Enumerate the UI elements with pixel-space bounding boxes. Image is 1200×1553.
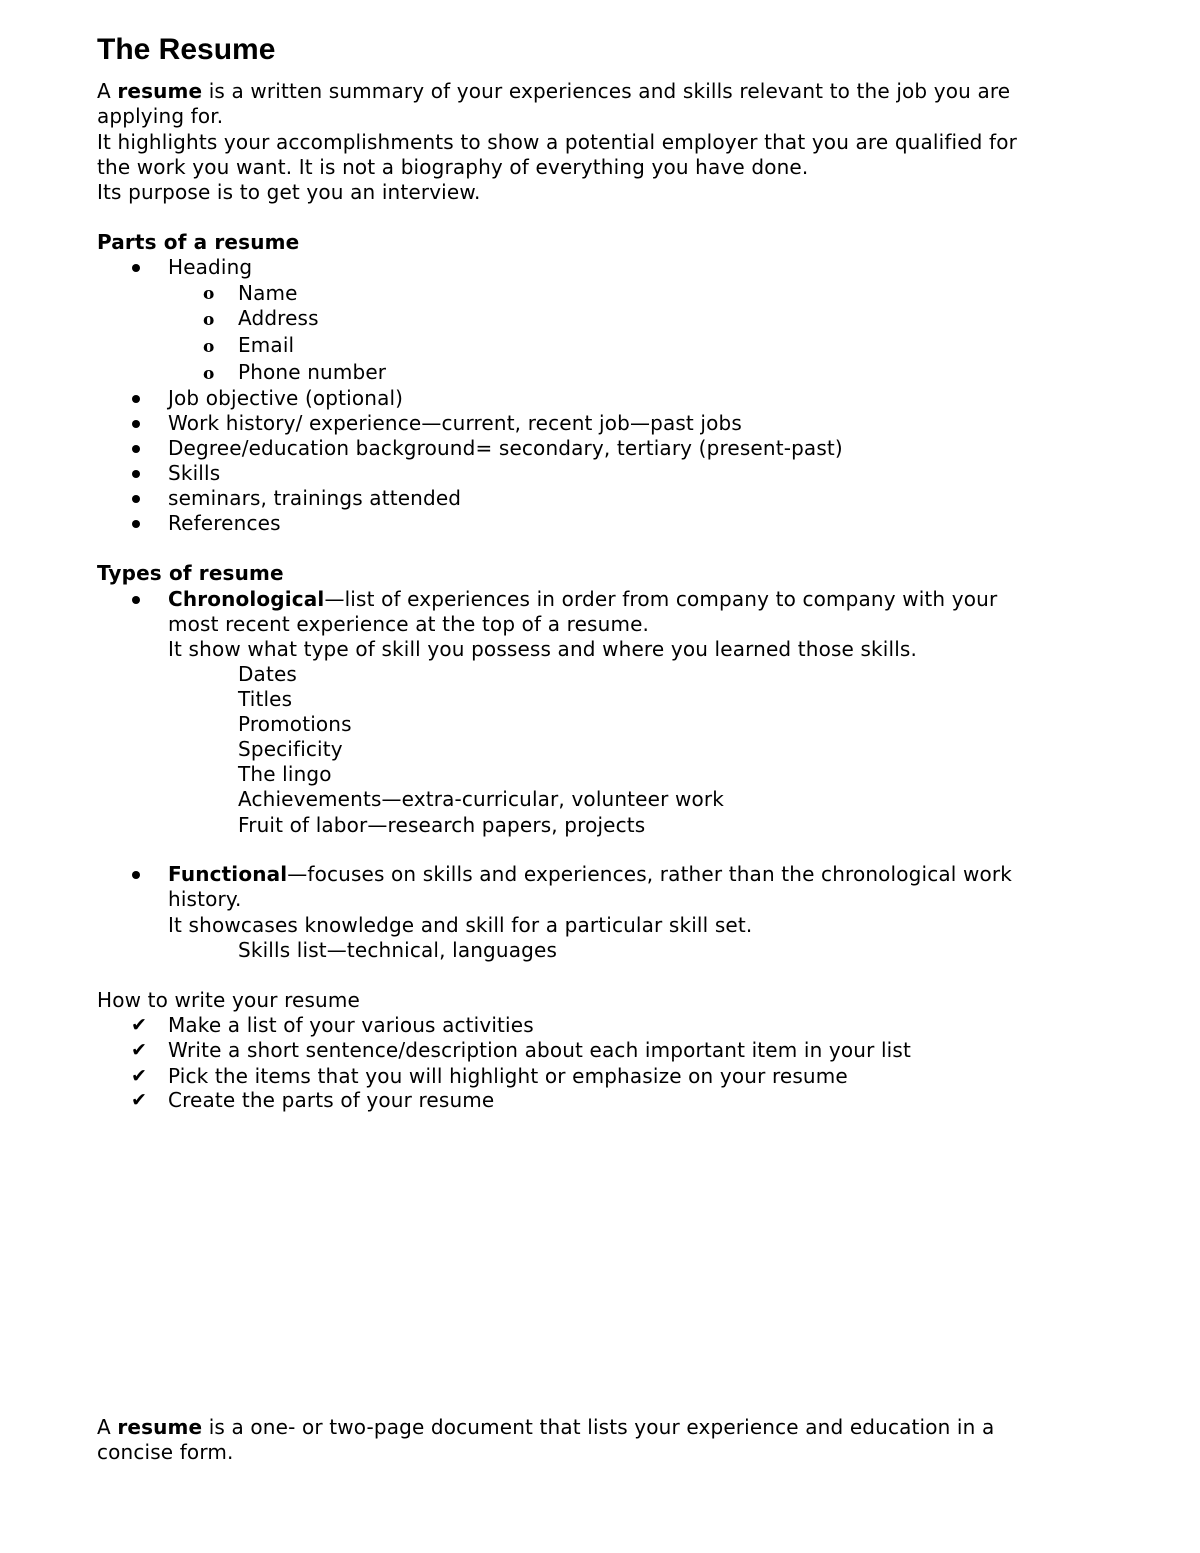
intro-line-4: the work you want. It is not a biography of everything you have done. [97, 155, 809, 179]
circle-bullet-icon: o [203, 284, 215, 304]
parts-item: Degree/education background= secondary, tertiary (present-past) [168, 436, 843, 460]
parts-item: Work history/ experience—current, recent job—past jobs [168, 411, 742, 435]
parts-item: Job objective (optional) [168, 386, 404, 410]
chronological-item: The lingo [238, 762, 332, 786]
checkmark-icon: ✔ [131, 1089, 147, 1111]
footer-keyword: resume [117, 1415, 203, 1439]
intro-line-1 [97, 79, 1010, 104]
checkmark-icon: ✔ [131, 1014, 147, 1036]
chronological-keyword: Chronological [168, 587, 325, 611]
how-item: Pick the items that you will highlight or emphasize on your resume [168, 1064, 848, 1088]
parts-item: seminars, trainings attended [168, 486, 462, 510]
circle-bullet-icon: o [203, 337, 215, 357]
bullet-icon [132, 495, 140, 503]
types-heading: Types of resume [97, 561, 284, 585]
intro-keyword: resume [117, 79, 203, 103]
intro-line-5: Its purpose is to get you an interview. [97, 180, 481, 204]
bullet-icon [132, 520, 140, 528]
functional-line-3: It showcases knowledge and skill for a particular skill set. [168, 913, 753, 937]
how-item: Write a short sentence/description about each important item in your list [168, 1038, 911, 1062]
parts-heading-item: Heading [168, 255, 253, 279]
sub-item-address: Address [238, 306, 319, 330]
chronological-text: —list of experiences in order from company to company with your [324, 587, 998, 611]
bullet-icon [132, 871, 140, 879]
bullet-icon [132, 395, 140, 403]
checkmark-icon: ✔ [131, 1065, 147, 1087]
footer-line-1 [97, 1415, 994, 1440]
how-heading: How to write your resume [97, 988, 360, 1012]
parts-item: References [168, 511, 281, 535]
functional-line-2: history. [168, 887, 242, 911]
sub-item-name: Name [238, 281, 298, 305]
page-title: The Resume [97, 33, 276, 66]
circle-bullet-icon: o [203, 310, 215, 330]
functional-item: Skills list—technical, languages [238, 938, 558, 962]
footer-line-2: concise form. [97, 1440, 234, 1464]
chronological-line-1 [168, 587, 997, 612]
functional-text: —focuses on skills and experiences, rather than the chronological work [287, 862, 1012, 886]
intro-text: A [97, 79, 118, 103]
bullet-icon [132, 264, 140, 272]
chronological-item: Achievements—extra-curricular, volunteer work [238, 787, 724, 811]
parts-heading: Parts of a resume [97, 230, 300, 254]
chronological-line-2: most recent experience at the top of a resume. [168, 612, 650, 636]
how-item: Create the parts of your resume [168, 1088, 495, 1112]
footer-text: A [97, 1415, 118, 1439]
footer-text: is a one- or two-page document that lists your experience and education in a [202, 1415, 995, 1439]
bullet-icon [132, 420, 140, 428]
circle-bullet-icon: o [203, 364, 215, 384]
intro-line-3: It highlights your accomplishments to show a potential employer that you are qualified for [97, 130, 1017, 154]
bullet-icon [132, 470, 140, 478]
intro-text: is a written summary of your experiences and skills relevant to the job you are [202, 79, 1011, 103]
chronological-line-3: It show what type of skill you possess and where you learned those skills. [168, 637, 917, 661]
chronological-item: Fruit of labor—research papers, projects [238, 813, 646, 837]
chronological-item: Promotions [238, 712, 352, 736]
bullet-icon [132, 445, 140, 453]
parts-item: Skills [168, 461, 221, 485]
intro-line-2: applying for. [97, 104, 224, 128]
chronological-item: Titles [238, 687, 293, 711]
sub-item-phone: Phone number [238, 360, 387, 384]
sub-item-email: Email [238, 333, 295, 357]
chronological-item: Specificity [238, 737, 343, 761]
chronological-item: Dates [238, 662, 297, 686]
checkmark-icon: ✔ [131, 1039, 147, 1061]
how-item: Make a list of your various activities [168, 1013, 534, 1037]
functional-line-1 [168, 862, 1012, 887]
bullet-icon [132, 596, 140, 604]
functional-keyword: Functional [168, 862, 288, 886]
